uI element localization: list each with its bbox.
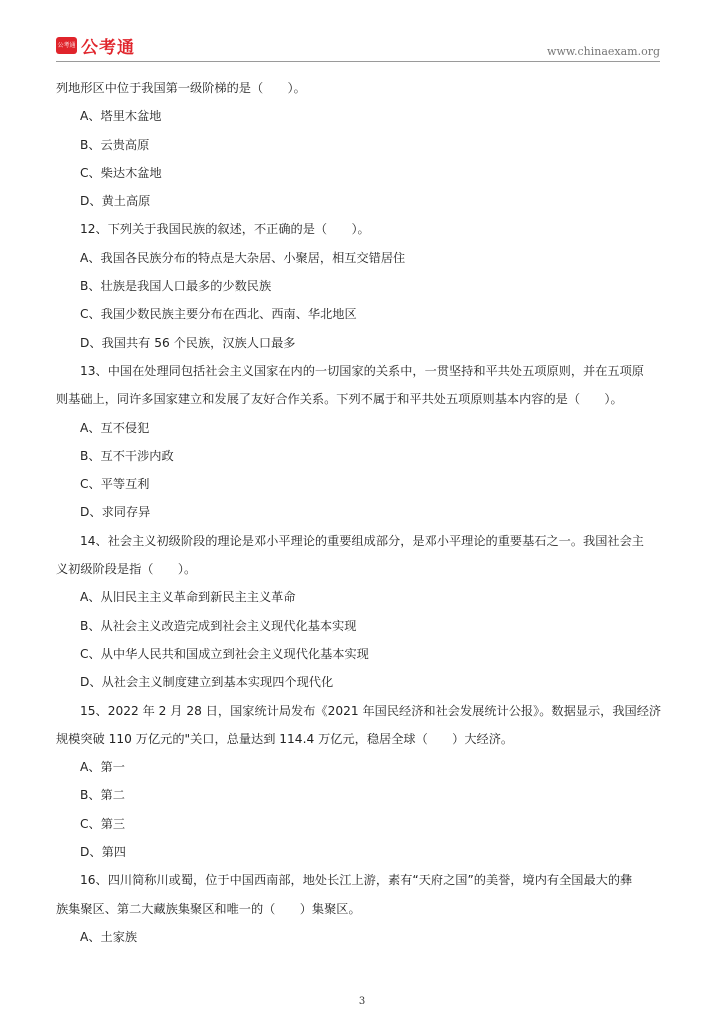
text-line: A、我国各民族分布的特点是大杂居、小聚居，相互交错居住 <box>80 250 406 265</box>
text-line: D、求同存异 <box>80 505 151 520</box>
logo-mark-text: 公考通 <box>57 41 76 49</box>
text-line: D、黄土高原 <box>80 194 151 209</box>
page-number: 3 <box>358 996 366 1007</box>
text-line: 15、2022 年 2 月 28 日，国家统计局发布《2021 年国民经济和社会发展统计公报》。数据显示，我国经济 <box>80 703 662 718</box>
text-line: 族集聚区、第二大藏族集聚区和唯一的（ ）集聚区。 <box>56 901 361 916</box>
text-line: B、第二 <box>80 788 125 803</box>
text-line: 14、社会主义初级阶段的理论是邓小平理论的重要组成部分，是邓小平理论的重要基石之一。我国社会主 <box>80 533 644 548</box>
logo-mark-icon <box>56 37 77 54</box>
text-line: B、从社会主义改造完成到社会主义现代化基本实现 <box>80 618 357 633</box>
text-line: C、平等互利 <box>80 477 150 492</box>
text-line: A、土家族 <box>80 929 138 944</box>
document-body <box>56 74 660 951</box>
header-divider <box>56 61 660 62</box>
logo-text: 公考通 <box>81 38 135 58</box>
text-line: D、我国共有 56 个民族，汉族人口最多 <box>80 335 296 350</box>
text-line: 则基础上，同许多国家建立和发展了友好合作关系。下列不属于和平共处五项原则基本内容的是（ ）。 <box>56 392 623 407</box>
text-line: C、第三 <box>80 816 126 831</box>
text-line: A、塔里木盆地 <box>80 109 162 124</box>
text-line: 列地形区中位于我国第一级阶梯的是（ ）。 <box>56 81 306 95</box>
text-line: C、我国少数民族主要分布在西北、西南、华北地区 <box>80 307 357 322</box>
text-line: 规模突破 110 万亿元的"关口，总量达到 114.4 万亿元，稳居全球（ ）大经济。 <box>56 731 514 746</box>
page-header <box>0 0 724 60</box>
text-line: B、云贵高原 <box>80 137 150 152</box>
text-line: A、互不侵犯 <box>80 420 150 435</box>
text-line: A、从旧民主主义革命到新民主主义革命 <box>80 590 296 605</box>
text-line: 13、中国在处理同包括社会主义国家在内的一切国家的关系中，一贯坚持和平共处五项原则，并在五项原 <box>80 363 644 378</box>
text-line: A、第一 <box>80 760 125 775</box>
text-line: C、从中华人民共和国成立到社会主义现代化基本实现 <box>80 646 369 661</box>
text-line: 义初级阶段是指（ ）。 <box>56 562 197 577</box>
text-line: D、从社会主义制度建立到基本实现四个现代化 <box>80 675 334 690</box>
text-line: C、柴达木盆地 <box>80 165 162 180</box>
site-url[interactable]: www.chinaexam.org <box>547 45 660 58</box>
text-line: B、壮族是我国人口最多的少数民族 <box>80 279 272 294</box>
brand-logo[interactable] <box>56 33 135 58</box>
text-line: 16、四川简称川或蜀，位于中国西南部，地处长江上游，素有“天府之国”的美誉，境内有全国最大的彝 <box>80 873 633 888</box>
text-line: D、第四 <box>80 845 126 860</box>
text-line: B、互不干涉内政 <box>80 448 174 463</box>
text-line: 12、下列关于我国民族的叙述，不正确的是（ ）。 <box>80 222 370 237</box>
